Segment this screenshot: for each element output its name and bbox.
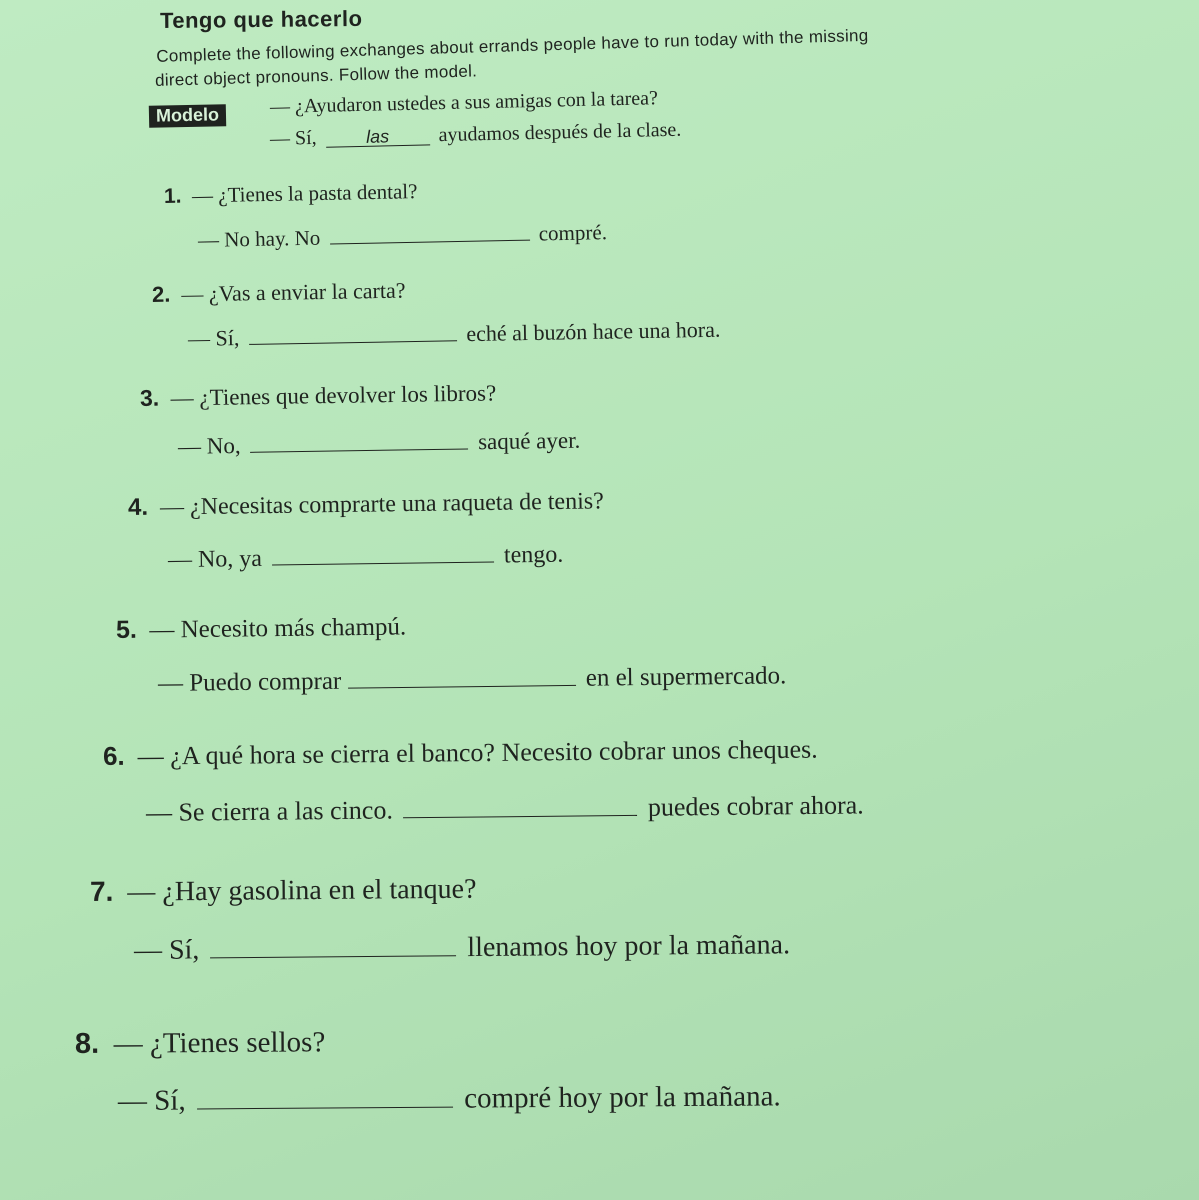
instructions-line-2: direct object pronouns. Follow the model. (154, 61, 478, 90)
item-3-prefix: — No, (177, 433, 241, 459)
item-5-blank[interactable] (347, 665, 575, 689)
item-4-prefix: — No, ya (167, 545, 263, 574)
instructions-line-1: Complete the following exchanges about errands people have to run today with the missing (156, 25, 869, 66)
item-1-question-line (164, 179, 418, 209)
item-8-number: 8. (74, 1027, 100, 1060)
item-6-blank[interactable] (403, 794, 637, 818)
item-8-question: — ¿Tienes sellos? (113, 1026, 326, 1060)
item-3-suffix: saqué ayer. (477, 427, 581, 455)
item-6-number: 6. (102, 740, 125, 771)
item-2-blank[interactable] (249, 323, 457, 345)
item-7-question-line (90, 873, 477, 909)
item-5-number: 5. (115, 615, 138, 644)
item-1-number: 1. (163, 184, 182, 208)
item-1-answer-line (198, 220, 607, 253)
item-6-suffix: puedes cobrar ahora. (647, 790, 864, 822)
item-3-answer-line (178, 428, 581, 460)
item-2-suffix: eché al buzón hace una hora. (466, 316, 721, 347)
model-answer-suffix: ayudamos después de la clase. (438, 118, 682, 147)
item-7-answer-line (134, 929, 790, 967)
item-1-prefix: — No hay. No (197, 225, 321, 252)
item-3-question: — ¿Tienes que devolver los libros? (170, 380, 497, 411)
item-2-number: 2. (151, 281, 171, 307)
item-4-question-line (128, 487, 604, 522)
item-3-number: 3. (139, 384, 160, 411)
model-answer-fill: las (325, 126, 429, 147)
item-6-question-line (103, 734, 818, 772)
item-5-question: — Necesito más champú. (149, 613, 407, 644)
item-6-question: — ¿A qué hora se cierra el banco? Necesito cobrar unos cheques. (137, 734, 818, 771)
item-3-blank[interactable] (250, 430, 468, 453)
model-question: — ¿Ayudaron ustedes a sus amigas con la tarea? (269, 87, 659, 118)
exercise-title: Tengo que hacerlo (159, 5, 363, 33)
item-4-answer-line (168, 541, 564, 574)
item-4-blank[interactable] (272, 542, 494, 565)
model-badge: Modelo (149, 104, 226, 128)
item-5-question-line (116, 612, 407, 645)
item-7-suffix: llenamos hoy por la mañana. (467, 929, 791, 964)
item-1-blank[interactable] (329, 223, 529, 245)
item-8-prefix: — Sí, (117, 1084, 186, 1117)
item-8-question-line (75, 1026, 326, 1061)
item-7-blank[interactable] (210, 933, 456, 959)
item-3-question-line (140, 379, 497, 412)
item-2-answer-line (188, 317, 721, 352)
item-5-suffix: en el supermercado. (585, 662, 787, 692)
item-8-answer-line (118, 1080, 781, 1118)
item-7-prefix: — Sí, (133, 934, 200, 966)
item-6-prefix: — Se cierra a las cinco. (145, 795, 394, 827)
item-4-suffix: tengo. (503, 541, 564, 569)
item-7-number: 7. (89, 875, 114, 907)
item-4-number: 4. (127, 493, 149, 521)
item-6-answer-line (146, 790, 864, 828)
item-1-suffix: compré. (538, 220, 608, 246)
model-answer-prefix: — Sí, (269, 126, 317, 150)
item-5-answer-line (158, 662, 787, 698)
item-2-question-line (152, 278, 406, 308)
item-5-prefix: — Puedo comprar (157, 667, 342, 697)
item-4-question: — ¿Necesitas comprarte una raqueta de tenis? (159, 488, 604, 521)
model-answer (270, 119, 682, 151)
item-2-prefix: — Sí, (187, 325, 240, 351)
item-1-question: — ¿Tienes la pasta dental? (191, 179, 418, 208)
item-2-question: — ¿Vas a enviar la carta? (181, 277, 406, 307)
item-8-suffix: compré hoy por la mañana. (464, 1080, 781, 1115)
item-8-blank[interactable] (197, 1083, 453, 1109)
item-7-question: — ¿Hay gasolina en el tanque? (127, 873, 477, 908)
